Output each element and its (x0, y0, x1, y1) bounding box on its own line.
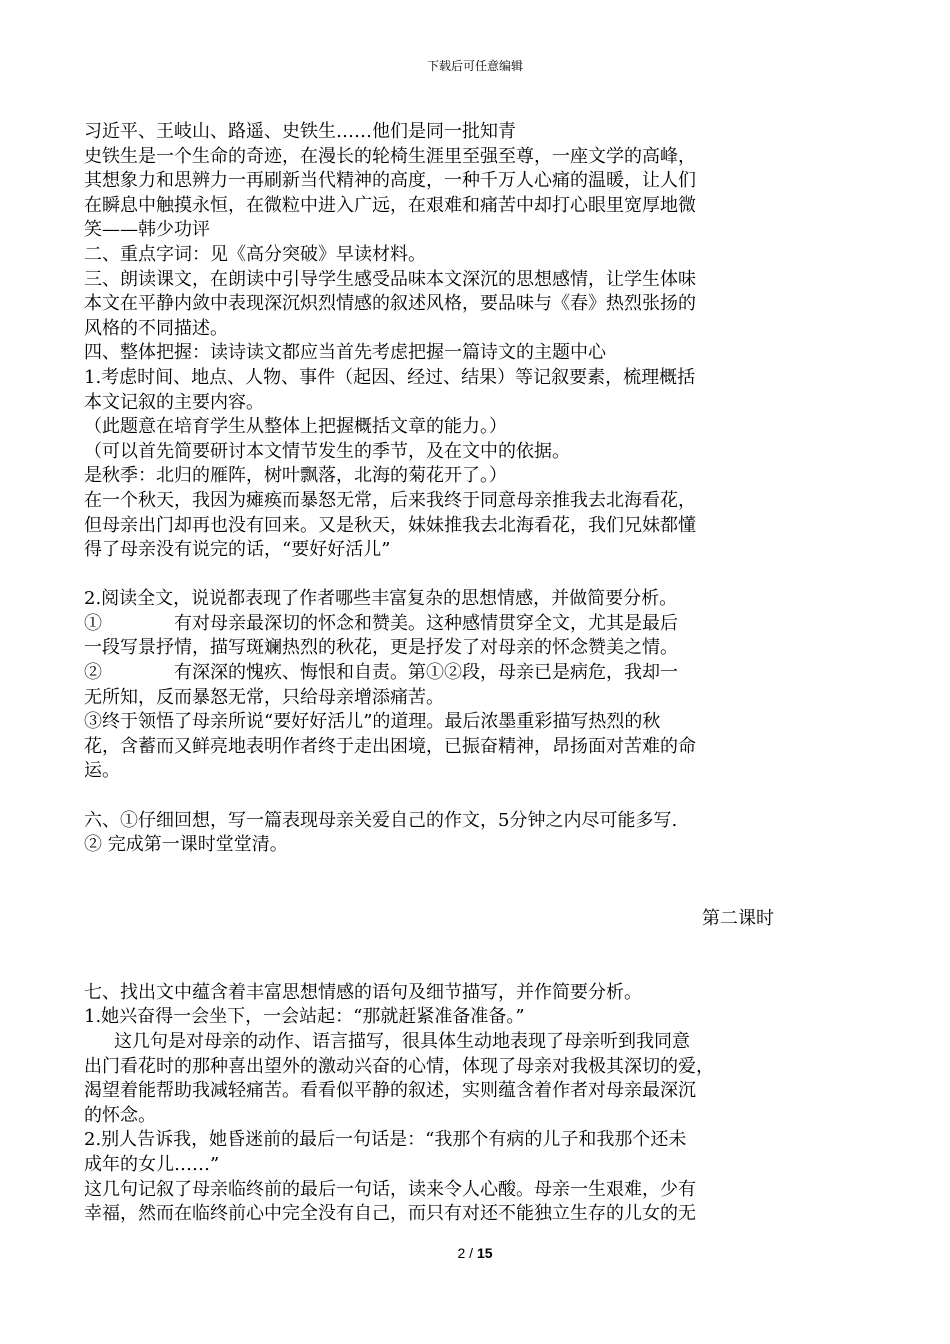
total-pages: 15 (476, 1245, 493, 1261)
section-heading: 三、朗读课文，在朗读中引导学生感受品味本文深沉的思想感情，让学生体味 (84, 268, 696, 290)
question: 1.考虑时间、地点、人物、事件（起因、经过、结果）等记叙要素，梳理概括 (84, 366, 696, 388)
answer-line: ② 有深深的愧疚、悔恨和自责。第①②段，母亲已是病危，我却一 (84, 662, 678, 684)
text-line: 花，含蓄而又鲜亮地表明作者终于走出困境，已振奋精神，昂扬面对苦难的命 (84, 735, 696, 757)
page-number (0, 1245, 950, 1261)
blank-line (84, 563, 784, 588)
section-heading: 六、①仔细回想，写一篇表现母亲关爱自己的作文，5分钟之内尽可能多写. (84, 809, 678, 831)
question: 1.她兴奋得一会坐下，一会站起：“那就赶紧准备准备。” (84, 1006, 525, 1028)
text-line: 运。 (84, 760, 120, 782)
document-body (84, 120, 784, 1227)
current-page: 2 (457, 1245, 466, 1261)
section-heading: 七、找出文中蕴含着丰富思想情感的语句及细节描写，并作简要分析。 (84, 981, 642, 1003)
section-heading: 四、整体把握：读诗读文都应当首先考虑把握一篇诗文的主题中心 (84, 342, 606, 364)
text-line: 无所知，反而暴怒无常，只给母亲增添痛苦。 (84, 686, 444, 708)
text-line: 幸福，然而在临终前心中完全没有自己，而只有对还不能独立生存的儿女的无 (84, 1203, 696, 1225)
text-line: 在一个秋天，我因为瘫痪而暴怒无常，后来我终于同意母亲推我去北海看花， (84, 489, 696, 511)
blank-line (84, 858, 784, 883)
blank-line (84, 784, 784, 809)
section-heading: 二、重点字词：见《高分突破》早读材料。 (84, 243, 426, 265)
blank-line (84, 956, 784, 981)
text-line: 出门看花时的那种喜出望外的激动兴奋的心情，体现了母亲对我极其深切的爱， (84, 1055, 714, 1077)
text-line: 习近平、王岐山、路遥、史铁生……他们是同一批知青 (84, 121, 516, 142)
text-line: 的怀念。 (84, 1104, 156, 1126)
question: 2.阅读全文，说说都表现了作者哪些丰富复杂的思想情感，并做简要分析。 (84, 588, 678, 610)
text-line: 本文在平静内敛中表现深沉炽烈情感的叙述风格，要品味与《春》热烈张扬的 (84, 293, 696, 315)
text-line: 在瞬息中触摸永恒，在微粒中进入广远，在艰难和痛苦中却打心眼里宽厚地微 (84, 194, 696, 216)
text-line: 渴望着能帮助我减轻痛苦。看看似平静的叙述，实则蕴含着作者对母亲最深沉 (84, 1080, 696, 1102)
text-line: ② 完成第一课时堂堂清。 (84, 834, 288, 856)
blank-line (84, 932, 784, 957)
text-line: 这几句是对母亲的动作、语言描写，很具体生动地表现了母亲听到我同意 (114, 1030, 690, 1052)
answer-line: ③终于领悟了母亲所说“要好好活儿”的道理。最后浓墨重彩描写热烈的秋 (84, 711, 661, 733)
text-line: 成年的女儿……” (84, 1153, 220, 1175)
lesson-title: 第二课时 (702, 908, 774, 929)
text-line: 但母亲出门却再也没有回来。又是秋天，妹妹推我去北海看花，我们兄妹都懂 (84, 514, 696, 536)
text-line: 风格的不同描述。 (84, 317, 228, 339)
page-separator: / (465, 1245, 477, 1261)
page-header: 下载后可任意编辑 (426, 59, 523, 73)
text-line: 这几句记叙了母亲临终前的最后一句话，读来令人心酸。母亲一生艰难，少有 (84, 1178, 696, 1200)
text-line: 笑——韩少功评 (84, 219, 210, 241)
text-line: 是秋季：北归的雁阵，树叶飘落，北海的菊花开了。） (84, 465, 507, 487)
blank-line (84, 882, 784, 907)
text-line: 史铁生是一个生命的奇迹，在漫长的轮椅生涯里至强至尊，一座文学的高峰， (84, 145, 696, 167)
text-line: 其想象力和思辨力一再刷新当代精神的高度，一种千万人心痛的温暖，让人们 (84, 170, 696, 192)
text-line: 本文记叙的主要内容。 (84, 391, 264, 413)
question: 2.别人告诉我，她昏迷前的最后一句话是：“我那个有病的儿子和我那个还未 (84, 1129, 687, 1151)
text-line: （此题意在培育学生从整体上把握概括文章的能力。） (84, 416, 507, 438)
text-line: 一段写景抒情，描写斑斓热烈的秋花，更是抒发了对母亲的怀念赞美之情。 (84, 637, 678, 659)
text-line: 得了母亲没有说完的话，“要好好活儿” (84, 539, 391, 561)
text-line: （可以首先简要研讨本文情节发生的季节，及在文中的依据。 (84, 440, 570, 462)
answer-line: ① 有对母亲最深切的怀念和赞美。这种感情贯穿全文，尤其是最后 (84, 612, 678, 634)
